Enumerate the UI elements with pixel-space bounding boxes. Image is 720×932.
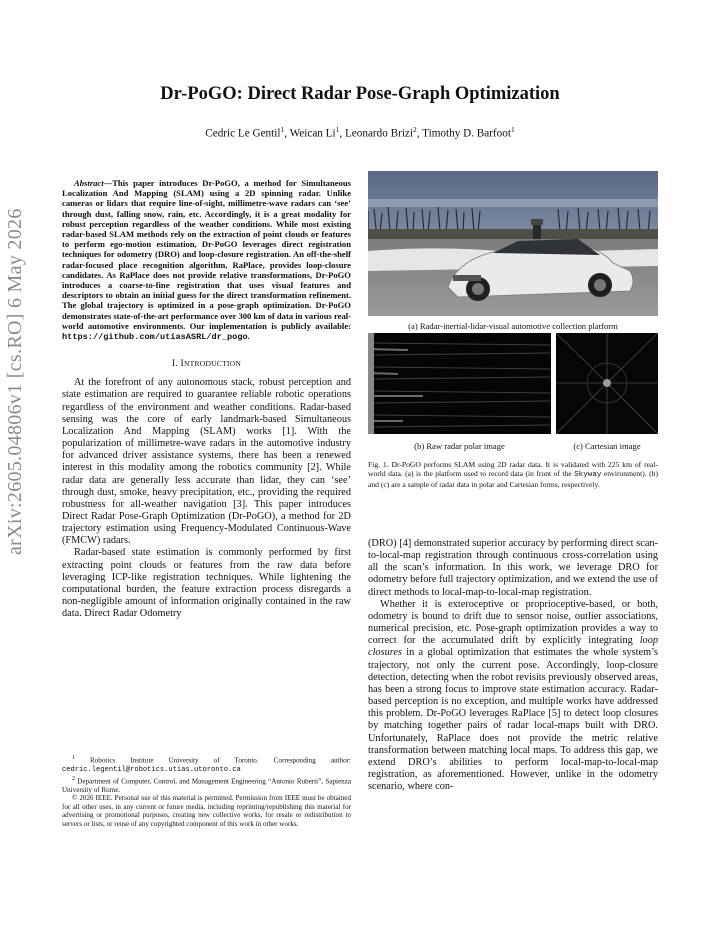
author-name: Weican Li [289,127,336,140]
affiliation-mark: 1 [335,125,340,134]
radar-polar-image [368,333,551,434]
caption-text: environment). (b) and (c) are a sample of radar data in polar and Cartesian forms, respectively. [368,469,658,490]
author-email[interactable]: cedric.legentil@robotics.utias.utoronto.ca [62,765,241,774]
paragraph-text: in a global optimization that estimates the whole system’s trajectory, not only the current pose. Accordingly, loop-closure detection, detecting when the robot revisits previously observed areas, has been a strong focus to improve state estimation accuracy. Radar-based perception is no exception, and multiple works have addressed this problem. Dr-PoGO leverages RaPlace [5] to detect loop closures by matching together pairs of radar local-maps built with DRO. Unfortunately, RaPlace does not provide the metric relative transformation between matching local maps. To address this gap, we extend DRO’s abilities to perform local-map-to-local-map registration, as aforementioned. However, unlike in the odometry scenario, where con- [368,647,658,793]
caption-text: Fig. 1. Dr-PoGO performs SLAM using 2D radar data. It is validated with 225 km of real-world data. (a) is the platform used to record data (in front of the [368,460,658,479]
emphasis-loop-closures: loop closures [368,635,658,659]
introduction-text [62,377,351,620]
paragraph [368,599,658,794]
author-name: Leonardo Brizi [344,127,414,140]
figure-radar-polar [368,333,551,451]
paragraph: (DRO) [4] demonstrated superior accuracy by performing direct scan-to-local-map registration through continuous cross-correlation using all the scan’s information. In this work, we leverage DRO for odometry before full trajectory optimization, and we extend the use of direct methods to local-map-to-local-map registration. [368,538,658,598]
author-list: Cedric Le Gentil$^1$, Weican Li$^1$, Leonardo Brizi$^2$, Timothy D. Barfoot$^1$ [205,125,515,140]
footnote-1: $^1$ Robotics Institute University of Toronto. Corresponding author: cedric.legentil@robotics.utias.utoronto.ca [62,755,352,774]
paragraph: Radar-based state estimation is commonly performed by first extracting point clouds or features from the raw data before leveraging ICP-like registration techniques. While lightening the computational burden, the feature extraction process disregards a non-negligible amount of information originally contained in the raw data. Direct Radar Odometry [62,547,351,620]
affiliation-mark: 1 [280,125,285,134]
affiliation-mark: 1 [510,125,515,134]
section-heading-introduction: I. INTRODUCTION [171,358,242,370]
figure-b-caption: (b) Raw radar polar image [414,441,505,451]
paper-title: Dr-PoGO: Direct Radar Pose-Graph Optimization [160,84,560,104]
abstract: Abstract—This paper introduces Dr-PoGO, a method for Simultaneous Localization And Mapping (SLAM) using a 2D spinning radar. Unlike cameras or lidars that require line-of-sight, millimetre-wave radars can ‘see’ through dust, falling snow, rain, etc. Accordingly, it is a great modality for robust perception regardless of the weather conditions. While most existing radar-based SLAM methods rely on the extraction of point clouds or features to perform ego-motion estimation, Dr-PoGO leverages direct registration techniques for odometry (DRO) and loop-closure registration. An off-the-shelf radar-focused place recognition algorithm, RaPlace, provides loop-closure candidates. As RaPlace does not provide relative transformations, Dr-PoGO introduces a coarse-to-fine registration that uses visual features and descriptors to obtain an initial guess for the direct transformation refinement. The global trajectory is optimized in a pose-graph optimization. Dr-PoGO demonstrates state-of-the-art performance over 300 km of data in various real-world automotive environments. Our implementation is publicly available: https://github.com/utiasASRL/dr_pogo. [62,178,351,343]
footnotes [62,754,351,828]
figure-car-photo [368,171,658,331]
footnote-2: $^2$ Department of Computer, Control, and Management Engineering “Antonio Ruberti”, Sapienza University of Rome. [62,775,351,794]
environment-name: Skyway [574,471,602,480]
figure-c-caption: (c) Cartesian image [573,441,641,451]
copyright-notice: © 2026 IEEE. Personal use of this material is permitted. Permission from IEEE must be obtained for all other uses, in any current or future media, including reprinting/republishing this material for advertising or promotional purposes, creating new collective works, for resale or redistribution to servers or lists, or reuse of any copyrighted component of this work in other works. [62,794,351,828]
figure-1-caption [368,460,658,489]
abstract-text: This paper introduces Dr-PoGO, a method for Simultaneous Localization And Mapping (SLAM) using a 2D spinning radar. Unlike cameras or lidars that require line-of-sight, millimetre-wave radars can ‘see’ through dust, falling snow, rain, etc. Accordingly, it is a great modality for robust perception regardless of the weather conditions. While most existing radar-based SLAM methods rely on the extraction of point clouds or features to perform ego-motion estimation, Dr-PoGO leverages direct registration techniques for odometry (DRO) and loop-closure registration. An off-the-shelf radar-focused place recognition algorithm, RaPlace, provides loop-closure candidates. As RaPlace does not provide relative transformations, Dr-PoGO introduces a coarse-to-fine registration that uses visual features and descriptors to obtain an initial guess for the direct transformation refinement. The global trajectory is optimized in a pose-graph optimization. Dr-PoGO demonstrates state-of-the-art performance over 300 km of data in various real-world automotive environments. Our implementation is publicly available: [62,178,351,331]
paragraph: At the forefront of any autonomous stack, robust perception and state estimation are required to guarantee reliable robotic operations regardless of the environment and weather conditions. Radar-based sensing was the core of early landmark-based Simultaneous Localization And Mapping (SLAM) works [1]. With the popularization of millimetre-wave radars in the automotive industry for advanced driver assistance systems, there has been a renewed interest in this modality among the robotics community [2]. While radar data are generally less accurate than lidar, they can ‘see’ through dust, smoke, heavy precipitation, etc., providing the required robustness for all-weather navigation [3]. This paper introduces Direct Radar Pose-Graph Optimization (Dr-PoGO), a method for 2D trajectory estimation using Frequency-Modulated Continuous-Wave (FMCW) radars. [62,377,351,547]
figure-radar-cartesian [556,333,658,451]
repository-link[interactable]: https://github.com/utiasASRL/dr_pogo [62,332,248,343]
radar-cartesian-image [556,333,658,434]
abstract-label: Abstract— [74,178,113,188]
arxiv-id-text: arXiv:2605.04806v1 [cs.RO] 6 May 2026 [4,208,26,555]
car-photo-image [368,171,658,316]
left-column [62,178,351,620]
footnote-text: Department of Computer, Control, and Management Engineering “Antonio Ruberti”, Sapienza University of Rome. [62,776,351,794]
right-column-text [368,538,658,793]
author-name: Cedric Le Gentil [205,127,281,140]
affiliation-mark: 2 [413,125,417,134]
footnote-text: Robotics Institute University of Toronto. Corresponding author: [90,756,352,765]
author-name: Timothy D. Barfoot [422,127,511,140]
figure-a-caption: (a) Radar-inertial-lidar-visual automotive collection platform [408,321,618,331]
paragraph-text: Whether it is exteroceptive or proprioceptive-based, or both, odometry is bound to drift due to sensor noise, outlier associations, numerical precision, etc. Pose-graph optimization provides a way to correct for the accumulated drift by explicitly integrating [368,598,658,647]
